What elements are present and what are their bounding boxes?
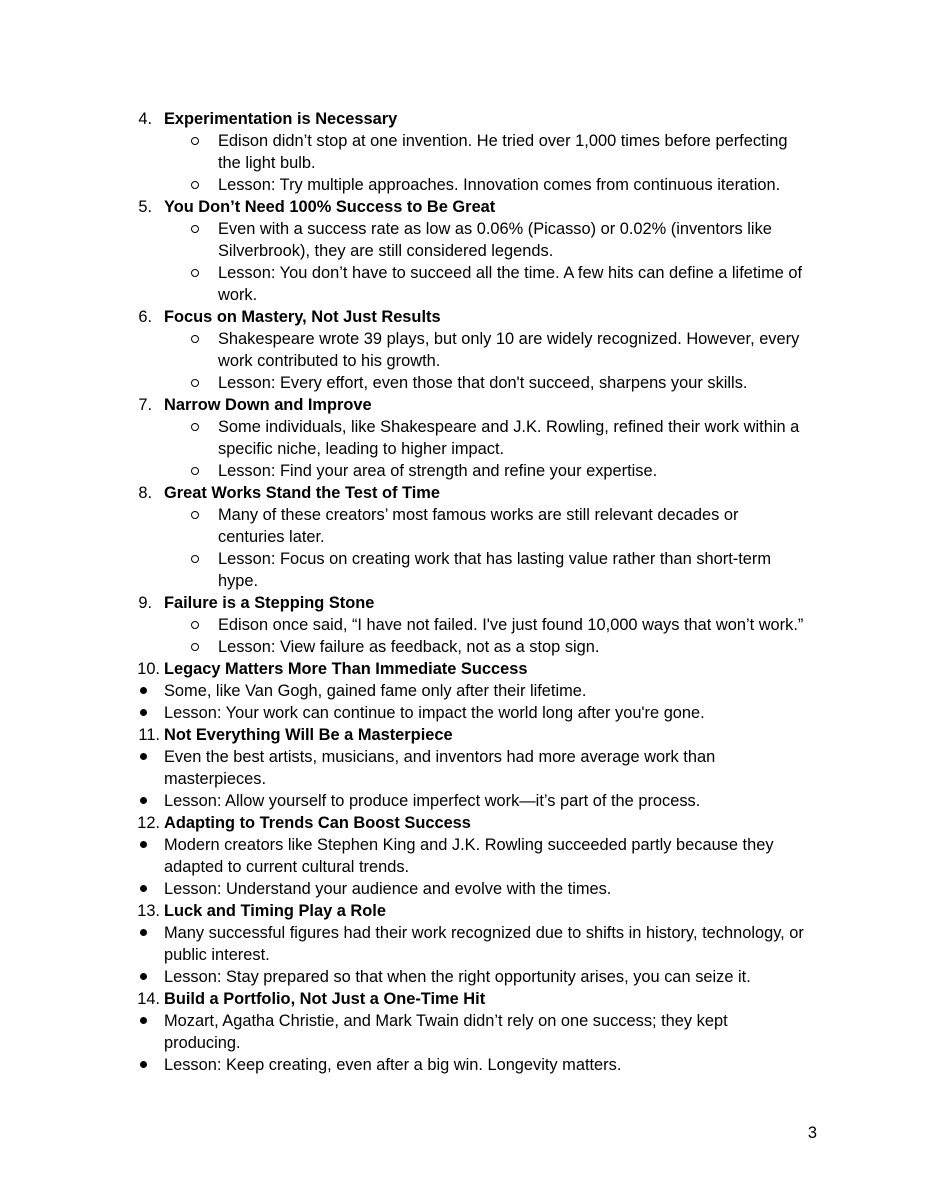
sub-bullet-text: Lesson: View failure as feedback, not as a stop sign. bbox=[218, 638, 600, 656]
sub-bullet-line bbox=[0, 262, 927, 284]
sub-bullet-text: specific niche, leading to higher impact. bbox=[218, 440, 505, 458]
hollow-bullet-icon bbox=[191, 137, 199, 145]
section-heading-row bbox=[0, 658, 927, 680]
sub-bullet-text: Silverbrook), they are still considered legends. bbox=[218, 242, 554, 260]
sub-bullet-text: Lesson: Find your area of strength and refine your expertise. bbox=[218, 462, 658, 480]
hollow-bullet-icon bbox=[191, 181, 199, 189]
sub-bullet-line bbox=[0, 350, 927, 372]
sub-bullet-line bbox=[0, 438, 927, 460]
sub-bullet-line bbox=[0, 614, 927, 636]
bullet-line bbox=[0, 922, 927, 944]
filled-bullet-icon bbox=[140, 1017, 147, 1024]
bullet-text: Some, like Van Gogh, gained fame only after their lifetime. bbox=[164, 682, 587, 700]
bullet-text: producing. bbox=[164, 1034, 241, 1052]
section-heading-row bbox=[0, 900, 927, 922]
sub-bullet-text: Lesson: Focus on creating work that has lasting value rather than short-term bbox=[218, 550, 772, 568]
section-title: Failure is a Stepping Stone bbox=[164, 594, 375, 612]
hollow-bullet-icon bbox=[191, 621, 199, 629]
bullet-text: Many successful figures had their work recognized due to shifts in history, technology, or bbox=[164, 924, 804, 942]
bullet-line bbox=[0, 746, 927, 768]
sub-bullet-text: work contributed to his growth. bbox=[218, 352, 441, 370]
sub-bullet-text: Edison didn’t stop at one invention. He tried over 1,000 times before perfecting bbox=[218, 132, 788, 150]
page-number: 3 bbox=[807, 1124, 817, 1142]
sub-bullet-line bbox=[0, 130, 927, 152]
section-title: Narrow Down and Improve bbox=[164, 396, 372, 414]
bullet-line bbox=[0, 966, 927, 988]
filled-bullet-icon bbox=[140, 797, 147, 804]
section-title: Focus on Mastery, Not Just Results bbox=[164, 308, 441, 326]
bullet-line bbox=[0, 1032, 927, 1054]
section-heading-row bbox=[0, 108, 927, 130]
hollow-bullet-icon bbox=[191, 225, 199, 233]
bullet-text: public interest. bbox=[164, 946, 270, 964]
sub-bullet-line bbox=[0, 240, 927, 262]
sub-bullet-text: Lesson: You don’t have to succeed all the time. A few hits can define a lifetime of bbox=[218, 264, 803, 282]
bullet-text: Lesson: Understand your audience and evolve with the times. bbox=[164, 880, 612, 898]
section-number: 13. bbox=[137, 902, 160, 920]
section-heading-row bbox=[0, 988, 927, 1010]
hollow-bullet-icon bbox=[191, 379, 199, 387]
section-heading-row bbox=[0, 394, 927, 416]
sub-bullet-line bbox=[0, 328, 927, 350]
section-title: Not Everything Will Be a Masterpiece bbox=[164, 726, 453, 744]
sub-bullet-line bbox=[0, 174, 927, 196]
sub-bullet-text: Edison once said, “I have not failed. I've just found 10,000 ways that won’t work.” bbox=[218, 616, 804, 634]
section-number: 5. bbox=[138, 198, 152, 216]
sub-bullet-line bbox=[0, 416, 927, 438]
section-title: Legacy Matters More Than Immediate Success bbox=[164, 660, 528, 678]
sub-bullet-text: hype. bbox=[218, 572, 259, 590]
section-number: 9. bbox=[138, 594, 152, 612]
sub-bullet-text: Many of these creators’ most famous works are still relevant decades or bbox=[218, 506, 739, 524]
bullet-line bbox=[0, 856, 927, 878]
bullet-line bbox=[0, 944, 927, 966]
bullet-line bbox=[0, 768, 927, 790]
bullet-line bbox=[0, 790, 927, 812]
sub-bullet-line bbox=[0, 548, 927, 570]
section-number: 8. bbox=[138, 484, 152, 502]
filled-bullet-icon bbox=[140, 753, 147, 760]
section-heading-row bbox=[0, 812, 927, 834]
filled-bullet-icon bbox=[140, 709, 147, 716]
bullet-line bbox=[0, 702, 927, 724]
bullet-text: Lesson: Keep creating, even after a big win. Longevity matters. bbox=[164, 1056, 622, 1074]
hollow-bullet-icon bbox=[191, 467, 199, 475]
hollow-bullet-icon bbox=[191, 269, 199, 277]
sub-bullet-text: work. bbox=[218, 286, 258, 304]
section-title: Great Works Stand the Test of Time bbox=[164, 484, 440, 502]
filled-bullet-icon bbox=[140, 973, 147, 980]
bullet-text: Mozart, Agatha Christie, and Mark Twain didn’t rely on one success; they kept bbox=[164, 1012, 728, 1030]
hollow-bullet-icon bbox=[191, 423, 199, 431]
sub-bullet-text: Lesson: Every effort, even those that don't succeed, sharpens your skills. bbox=[218, 374, 748, 392]
filled-bullet-icon bbox=[140, 885, 147, 892]
section-heading-row bbox=[0, 196, 927, 218]
document-content bbox=[0, 108, 927, 1076]
bullet-text: Even the best artists, musicians, and inventors had more average work than bbox=[164, 748, 716, 766]
section-heading-row bbox=[0, 306, 927, 328]
hollow-bullet-icon bbox=[191, 335, 199, 343]
bullet-text: masterpieces. bbox=[164, 770, 267, 788]
section-number: 7. bbox=[138, 396, 152, 414]
section-title: Luck and Timing Play a Role bbox=[164, 902, 386, 920]
sub-bullet-line bbox=[0, 636, 927, 658]
sub-bullet-line bbox=[0, 570, 927, 592]
bullet-line bbox=[0, 680, 927, 702]
bullet-text: Modern creators like Stephen King and J.K. Rowling succeeded partly because they bbox=[164, 836, 774, 854]
section-title: Build a Portfolio, Not Just a One-Time Hit bbox=[164, 990, 486, 1008]
section-title: Adapting to Trends Can Boost Success bbox=[164, 814, 471, 832]
bullet-text: Lesson: Your work can continue to impact the world long after you're gone. bbox=[164, 704, 705, 722]
filled-bullet-icon bbox=[140, 1061, 147, 1068]
bullet-line bbox=[0, 1054, 927, 1076]
section-title: Experimentation is Necessary bbox=[164, 110, 398, 128]
sub-bullet-text: Some individuals, like Shakespeare and J.K. Rowling, refined their work within a bbox=[218, 418, 800, 436]
sub-bullet-line bbox=[0, 372, 927, 394]
section-title: You Don’t Need 100% Success to Be Great bbox=[164, 198, 496, 216]
section-heading-row bbox=[0, 724, 927, 746]
bullet-line bbox=[0, 1010, 927, 1032]
sub-bullet-text: the light bulb. bbox=[218, 154, 316, 172]
filled-bullet-icon bbox=[140, 929, 147, 936]
sub-bullet-text: Shakespeare wrote 39 plays, but only 10 are widely recognized. However, every bbox=[218, 330, 800, 348]
section-number: 14. bbox=[137, 990, 160, 1008]
hollow-bullet-icon bbox=[191, 643, 199, 651]
sub-bullet-line bbox=[0, 284, 927, 306]
bullet-line bbox=[0, 878, 927, 900]
section-number: 11. bbox=[138, 726, 160, 744]
hollow-bullet-icon bbox=[191, 555, 199, 563]
section-number: 10. bbox=[137, 660, 160, 678]
bullet-text: Lesson: Stay prepared so that when the right opportunity arises, you can seize it. bbox=[164, 968, 751, 986]
hollow-bullet-icon bbox=[191, 511, 199, 519]
sub-bullet-line bbox=[0, 460, 927, 482]
sub-bullet-line bbox=[0, 218, 927, 240]
bullet-line bbox=[0, 834, 927, 856]
section-heading-row bbox=[0, 482, 927, 504]
sub-bullet-line bbox=[0, 526, 927, 548]
sub-bullet-line bbox=[0, 152, 927, 174]
filled-bullet-icon bbox=[140, 687, 147, 694]
section-number: 4. bbox=[138, 110, 152, 128]
section-number: 6. bbox=[138, 308, 152, 326]
sub-bullet-text: centuries later. bbox=[218, 528, 325, 546]
filled-bullet-icon bbox=[140, 841, 147, 848]
sub-bullet-line bbox=[0, 504, 927, 526]
sub-bullet-text: Even with a success rate as low as 0.06% (Picasso) or 0.02% (inventors like bbox=[218, 220, 772, 238]
bullet-text: adapted to current cultural trends. bbox=[164, 858, 410, 876]
bullet-text: Lesson: Allow yourself to produce imperfect work—it’s part of the process. bbox=[164, 792, 701, 810]
section-heading-row bbox=[0, 592, 927, 614]
sub-bullet-text: Lesson: Try multiple approaches. Innovation comes from continuous iteration. bbox=[218, 176, 781, 194]
section-number: 12. bbox=[137, 814, 160, 832]
